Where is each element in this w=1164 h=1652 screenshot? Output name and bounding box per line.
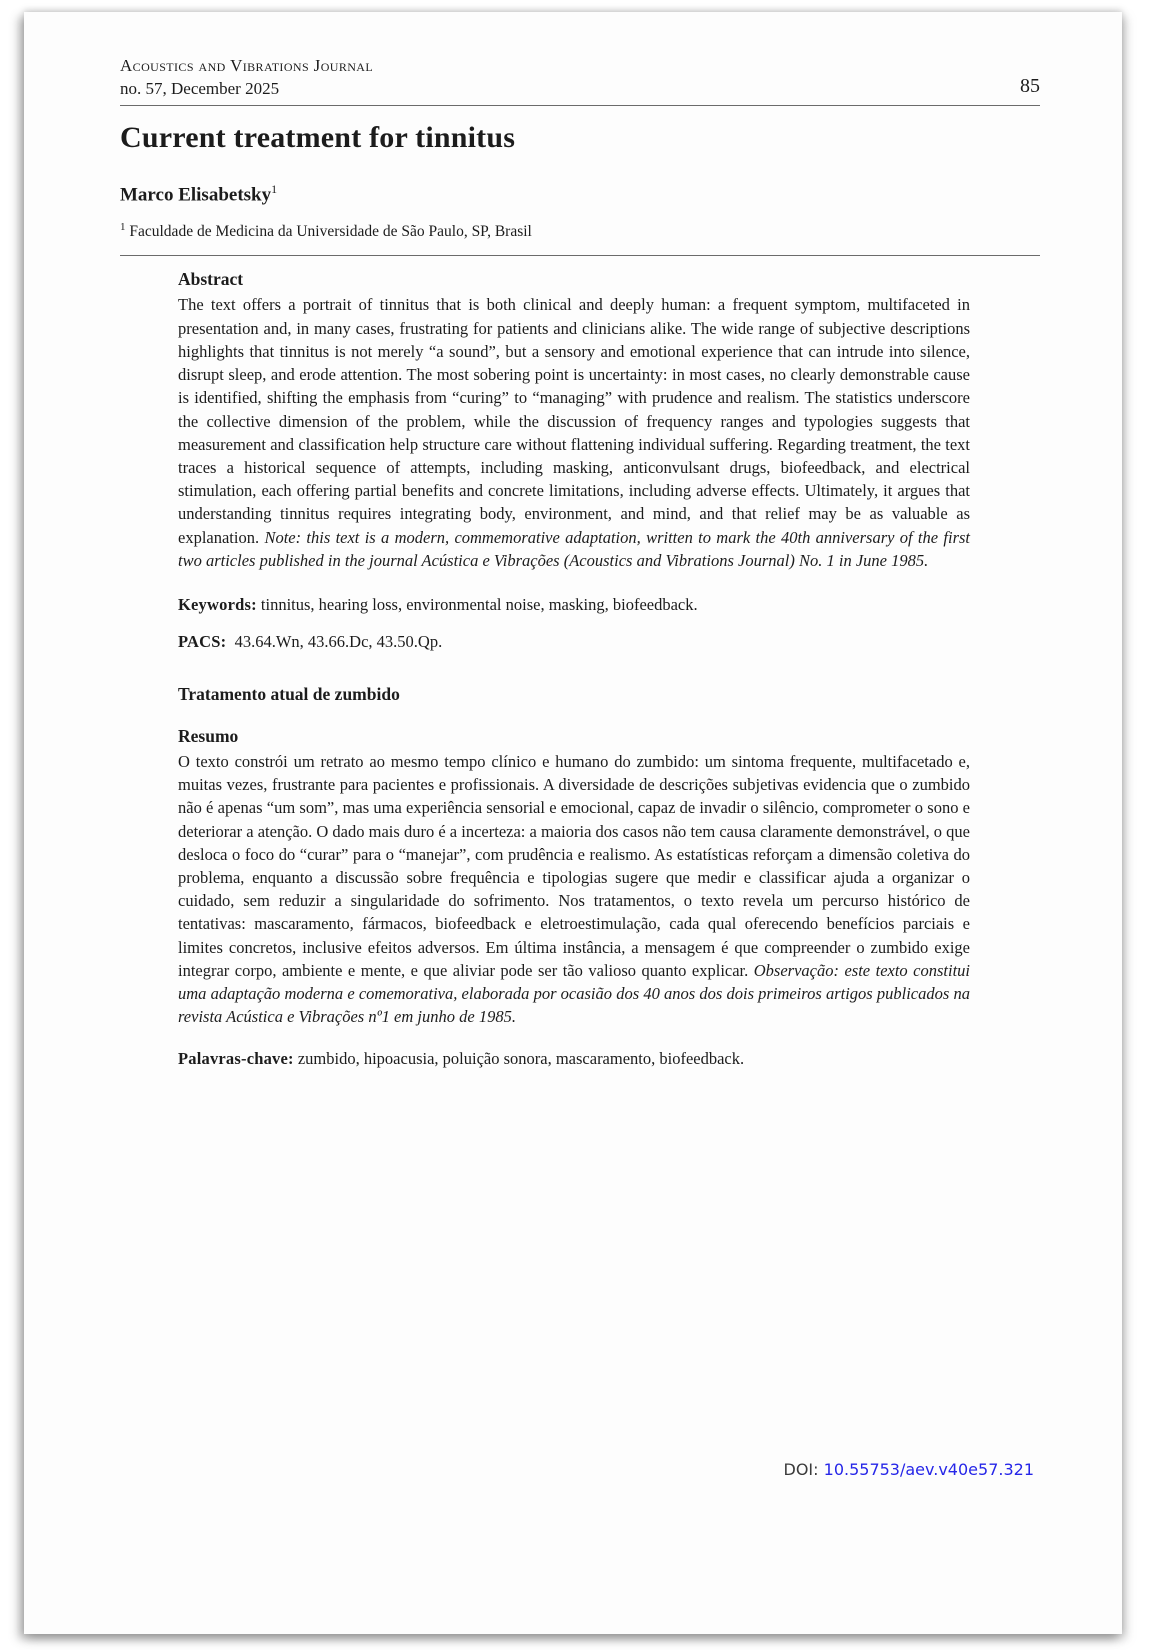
palavras-chave-text: zumbido, hipoacusia, poluição sonora, mascaramento, biofeedback. (297, 1049, 745, 1069)
affiliation-rule (120, 255, 1040, 256)
resumo-text: O texto constrói um retrato ao mesmo tempo clínico e humano do zumbido: um sintoma frequente, multifacetado e, muitas vezes, frustrante para pacientes e profissionais. A diversidade de descrições subjetivas evidencia que o zumbido não é apenas “um som”, mas uma experiência sensorial e emocional, capaz de invadir o silêncio, comprometer o sono e deteriorar a atenção. O dado mais duro é a incerteza: a maioria dos casos não tem causa claramente demonstrável, o que desloca o foco do “curar” para o “manejar”, com prudência e realismo. As estatísticas reforçam a dimensão coletiva do problema, enquanto a discussão sobre frequência e tipologias sugere que medir e classificar ajuda a organizar o cuidado, sem reduzir a singularidade do sofrimento. Nos tratamentos, o texto revela um percurso histórico de tentativas: mascaramento, fármacos, biofeedback e eletroestimulação, cada qual oferecendo benefícios parciais e limites concretos, inclusive efeitos adversos. Em última instância, a mensagem é que compreender o zumbido exige integrar corpo, ambiente e mente, e que aliviar pode ser tão valioso quanto explicar. (178, 751, 970, 980)
affiliation-marker: 1 (120, 221, 126, 234)
article-title: Current treatment for tinnitus (120, 121, 516, 154)
author-line (120, 182, 1040, 206)
resumo-note: Observação: este texto constitui uma adaptação moderna e comemorativa, elaborada por ocasião dos 40 anos dos dois primeiros artigos publicados na revista Acústica e Vibrações nº1 em junho de 1985. (178, 960, 971, 1027)
pacs-line (178, 631, 970, 653)
header-rule (120, 105, 1040, 106)
keywords-label: Keywords: (178, 594, 257, 614)
author-name: Marco Elisabetsky (120, 184, 272, 206)
pacs-text: 43.64.Wn, 43.66.Dc, 43.50.Qp. (234, 631, 443, 651)
pacs-label: PACS: (178, 631, 227, 651)
issue-line: no. 57, December 2025 (120, 79, 280, 98)
journal-header-left (120, 56, 373, 99)
doi-line (784, 1460, 1034, 1479)
journal-name: Acoustics and Vibrations Journal (120, 56, 374, 75)
abstract-body (178, 293, 970, 571)
resumo-heading: Resumo (178, 725, 239, 746)
page-number: 85 (1020, 75, 1040, 97)
abstract-note: Note: this text is a modern, commemorative adaptation, written to mark the 40th anniversary of the first two articles published in the journal Acústica e Vibrações (Acoustics and Vibrations Journal) No. 1 in June 1985. (178, 527, 971, 570)
author-affiliation-marker: 1 (271, 182, 278, 196)
keywords-text: tinnitus, hearing loss, environmental noise, masking, biofeedback. (260, 594, 698, 614)
abstract-text: The text offers a portrait of tinnitus that is both clinical and deeply human: a frequent symptom, multifaceted in presentation and, in many cases, frustrating for patients and clinicians alike. The wide range of subjective descriptions highlights that tinnitus is not merely “a sound”, but a sensory and emotional experience that can intrude into silence, disrupt sleep, and erode attention. The most sobering point is uncertainty: in most cases, no clearly demonstrable cause is identified, shifting the emphasis from “curing” to “managing” with prudence and realism. The statistics underscore the collective dimension of the problem, while the discussion of frequency ranges and typologies suggests that measurement and classification help structure care without flattening individual suffering. Regarding treatment, the text traces a historical sequence of attempts, including masking, anticonvulsant drugs, biofeedback, and electrical stimulation, each offering partial benefits and concrete limitations, including adverse effects. Ultimately, it argues that understanding tinnitus requires integrating body, environment, and mind, and that relief may be as valuable as explanation. (178, 295, 970, 547)
palavras-chave-line (178, 1048, 970, 1070)
abstract-heading: Abstract (178, 269, 244, 290)
keywords-line (178, 594, 970, 616)
doi-link[interactable]: 10.55753/aev.v40e57.321 (823, 1460, 1034, 1479)
affiliation-text: Faculdade de Medicina da Universidade de São Paulo, SP, Brasil (129, 223, 532, 241)
portuguese-title: Tratamento atual de zumbido (178, 683, 400, 704)
palavras-chave-label: Palavras-chave: (178, 1049, 294, 1069)
journal-page (24, 12, 1122, 1634)
resumo-body (178, 750, 970, 1028)
journal-header (120, 56, 1040, 99)
doi-label: DOI: (783, 1460, 819, 1479)
abstract-block (178, 269, 970, 1070)
affiliation-line (120, 221, 1040, 241)
